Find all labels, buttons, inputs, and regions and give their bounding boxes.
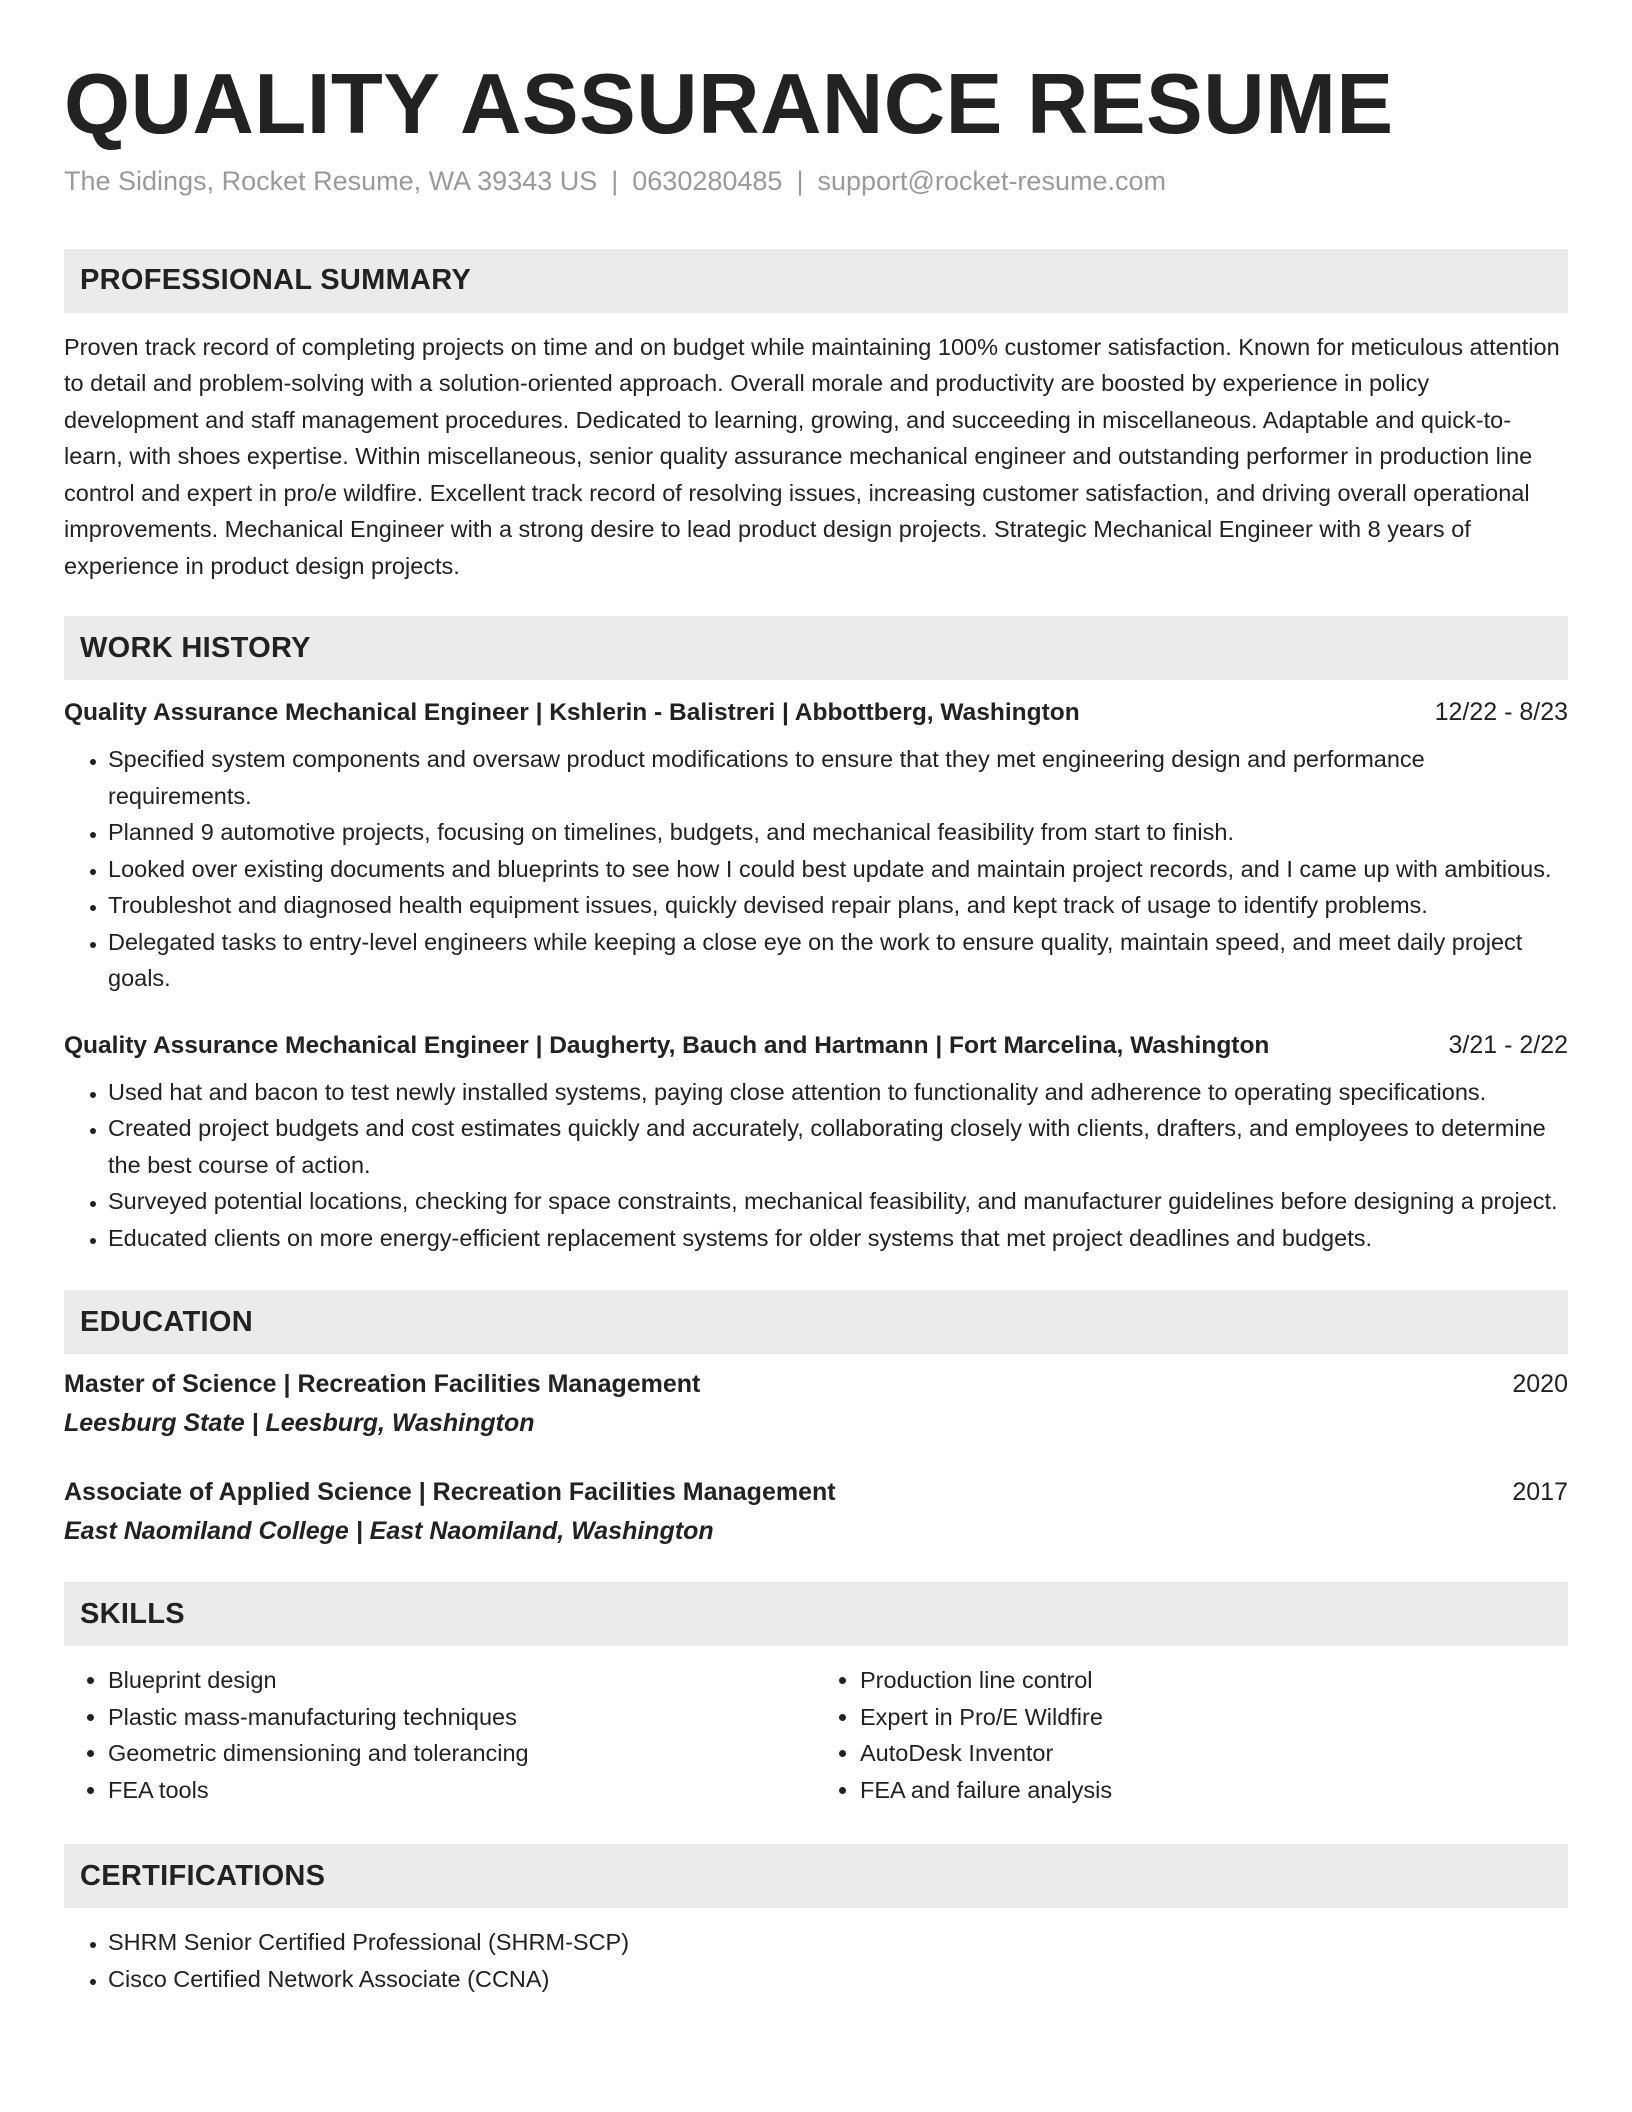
education-entry bbox=[64, 1370, 1568, 1438]
contact-separator: | bbox=[611, 165, 619, 196]
list-item: • Delegated tasks to entry-level engineers while keeping a close eye on the work to ensure quality, maintain speed, and meet daily project goals. bbox=[108, 924, 1568, 997]
job-header bbox=[64, 698, 1568, 727]
list-item: • Troubleshot and diagnosed health equipment issues, quickly devised repair plans, and kept track of usage to identify problems. bbox=[108, 887, 1568, 924]
contact-address: The Sidings, Rocket Resume, WA 39343 US bbox=[64, 165, 598, 196]
list-item: • Production line control bbox=[860, 1662, 1568, 1699]
education-degree: Associate of Applied Science | Recreation Facilities Management bbox=[64, 1478, 836, 1506]
certification-list bbox=[64, 1924, 1568, 1997]
list-item: • Expert in Pro/E Wildfire bbox=[860, 1699, 1568, 1736]
education-school: East Naomiland College | East Naomiland, Washington bbox=[64, 1517, 714, 1545]
list-item: • Specified system components and oversaw product modifications to ensure that they met engineering design and performance requirements. bbox=[108, 741, 1568, 814]
education-entry bbox=[64, 1478, 1568, 1546]
education-header bbox=[64, 1370, 1568, 1399]
list-item: • Plastic mass-manufacturing techniques bbox=[108, 1699, 816, 1736]
job-title: Quality Assurance Mechanical Engineer | Daugherty, Bauch and Hartmann | Fort Marcelina, Washington bbox=[64, 1031, 1270, 1059]
list-item: • Created project budgets and cost estimates quickly and accurately, collaborating closely with clients, drafters, and employees to determine the best course of action. bbox=[108, 1110, 1568, 1183]
list-item: • FEA tools bbox=[108, 1772, 816, 1809]
education-header bbox=[64, 1478, 1568, 1507]
skills-column-right bbox=[816, 1662, 1568, 1808]
section-heading-skills: SKILLS bbox=[64, 1582, 1568, 1646]
section-heading-education: EDUCATION bbox=[64, 1290, 1568, 1354]
summary-text: Proven track record of completing projects on time and on budget while maintaining 100% customer satisfaction. Known for meticulous attention to detail and problem-solving with a solution-oriented approach. Overall morale and productivity are boosted by experience in policy development and staff management procedures. Dedicated to learning, growing, and succeeding in miscellaneous. Adaptable and quick-to-learn, with shoes expertise. Within miscellaneous, senior quality assurance mechanical engineer and outstanding performer in production line control and expert in pro/e wildfire. Excellent track record of resolving issues, increasing customer satisfaction, and driving overall operational improvements. Mechanical Engineer with a strong desire to lead product design projects. Strategic Mechanical Engineer with 8 years of experience in product design projects. bbox=[64, 333, 1560, 579]
list-item: • Planned 9 automotive projects, focusing on timelines, budgets, and mechanical feasibility from start to finish. bbox=[108, 814, 1568, 851]
list-item: • SHRM Senior Certified Professional (SHRM-SCP) bbox=[108, 1924, 1568, 1961]
list-item: • AutoDesk Inventor bbox=[860, 1735, 1568, 1772]
job-title: Quality Assurance Mechanical Engineer | Kshlerin - Balistreri | Abbottberg, Washington bbox=[64, 699, 1080, 726]
contact-separator: | bbox=[796, 165, 804, 196]
job-dates: 3/21 - 2/22 bbox=[1448, 1030, 1568, 1059]
list-item: • Blueprint design bbox=[108, 1662, 816, 1699]
skills-column-left bbox=[64, 1662, 816, 1808]
education-school: Leesburg State | Leesburg, Washington bbox=[64, 1409, 535, 1437]
section-heading-work-history: WORK HISTORY bbox=[64, 616, 1568, 680]
list-item: • Cisco Certified Network Associate (CCNA) bbox=[108, 1961, 1568, 1998]
education-year: 2020 bbox=[1512, 1370, 1568, 1398]
resume-title: QUALITY ASSURANCE RESUME bbox=[64, 57, 1394, 152]
job-entry bbox=[64, 1031, 1568, 1257]
job-bullets bbox=[64, 741, 1568, 997]
contact-phone: 0630280485 bbox=[632, 165, 783, 196]
list-item: • Educated clients on more energy-efficient replacement systems for older systems that met project deadlines and budgets. bbox=[108, 1220, 1568, 1257]
list-item: • Used hat and bacon to test newly installed systems, paying close attention to functionality and adherence to operating specifications. bbox=[108, 1074, 1568, 1111]
job-header bbox=[64, 1031, 1568, 1060]
list-item: • Looked over existing documents and blueprints to see how I could best update and maintain project records, and I came up with ambitious. bbox=[108, 851, 1568, 888]
list-item: • FEA and failure analysis bbox=[860, 1772, 1568, 1809]
education-degree: Master of Science | Recreation Facilities Management bbox=[64, 1370, 701, 1398]
skills-grid bbox=[64, 1662, 1568, 1808]
job-dates: 12/22 - 8/23 bbox=[1434, 698, 1568, 726]
education-year: 2017 bbox=[1512, 1478, 1568, 1506]
contact-line bbox=[64, 166, 1568, 197]
contact-email[interactable]: support@rocket-resume.com bbox=[817, 165, 1166, 196]
list-item: • Surveyed potential locations, checking for space constraints, mechanical feasibility, and manufacturer guidelines before designing a project. bbox=[108, 1183, 1568, 1220]
job-bullets bbox=[64, 1074, 1568, 1257]
job-entry bbox=[64, 698, 1568, 997]
section-heading-summary: PROFESSIONAL SUMMARY bbox=[64, 249, 1568, 313]
section-heading-certifications: CERTIFICATIONS bbox=[64, 1844, 1568, 1908]
list-item: • Geometric dimensioning and tolerancing bbox=[108, 1735, 816, 1772]
